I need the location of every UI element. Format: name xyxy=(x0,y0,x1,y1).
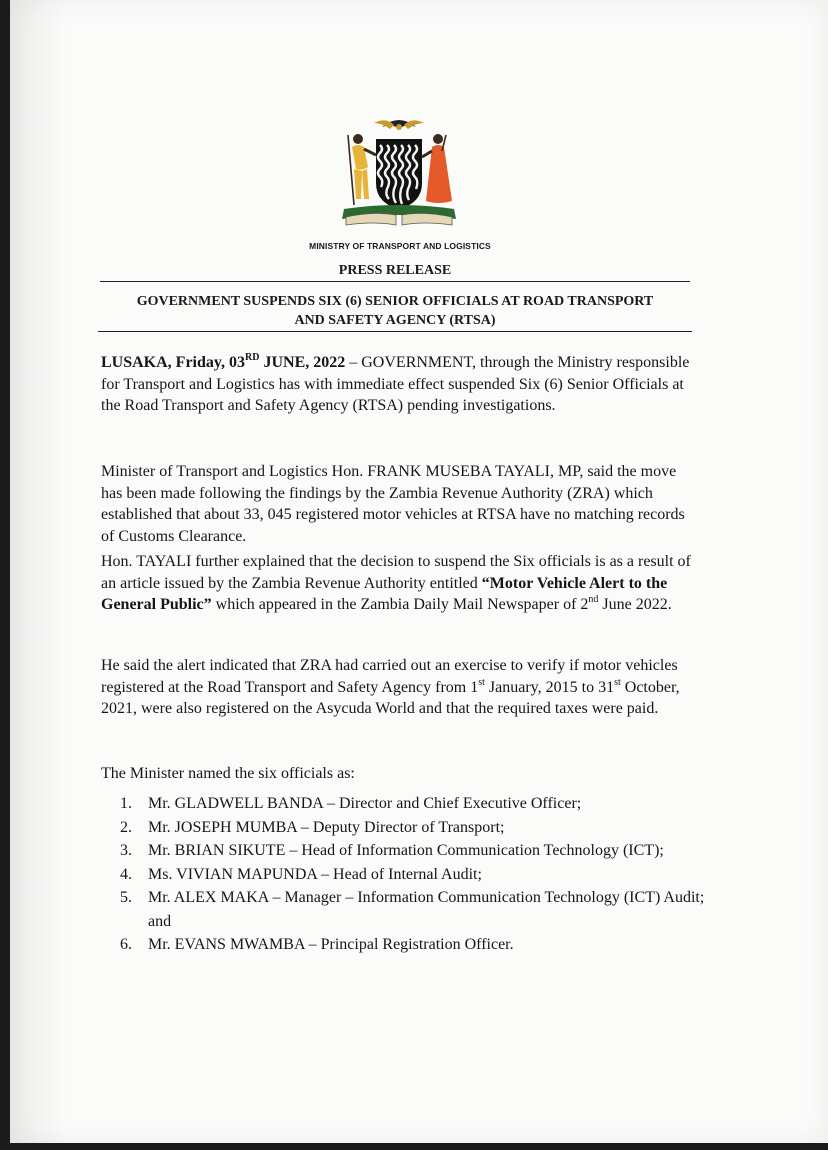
page-shadow xyxy=(10,0,68,1143)
paragraph-3-mid: which appeared in the Zambia Daily Mail Newspaper of 2 xyxy=(211,596,589,613)
list-item-text: Mr. ALEX MAKA – Manager – Information Communication Technology (ICT) Audit; and xyxy=(148,889,705,930)
article-title: “Motor Vehicle Alert to the General Public” xyxy=(101,574,668,613)
list-item xyxy=(120,933,720,957)
paragraph-3-sup: nd xyxy=(588,594,599,605)
list-item xyxy=(120,886,720,933)
dateline-year: JUNE, 2022 xyxy=(259,354,346,371)
paragraph-5: The Minister named the six officials as: xyxy=(101,765,355,782)
left-border xyxy=(0,0,10,1150)
paragraph-4 xyxy=(101,655,701,720)
list-number: 2. xyxy=(120,818,132,836)
bottom-border xyxy=(0,1143,828,1150)
list-number: 3. xyxy=(120,842,132,859)
press-release-label: PRESS RELEASE xyxy=(338,263,452,278)
dateline xyxy=(101,354,345,371)
paragraph-1 xyxy=(101,352,701,417)
press-release-title xyxy=(100,263,690,282)
paragraph-4-mid: January, 2015 to 31 xyxy=(484,678,615,696)
paragraph-1-text: – GOVERNMENT, through the Ministry responsible for Transport and Logistics has with immediate effect suspended Six (6) Senior Officials at the Road Transport and Safety Agency (RTSA) pending investigations. xyxy=(101,354,690,414)
list-number: 1. xyxy=(120,795,132,812)
list-item-text: Mr. BRIAN SIKUTE – Head of Information Communication Technology (ICT); xyxy=(148,842,664,859)
paragraph-2: Minister of Transport and Logistics Hon. FRANK MUSEBA TAYALI, MP, said the move has been made following the findings by the Zambia Revenue Authority (ZRA) which established that about 33, 045 registered motor vehicles at RTSA have no matching records of Customs Clearance. xyxy=(101,463,685,545)
dateline-sup: RD xyxy=(245,352,260,363)
list-item xyxy=(120,839,720,863)
list-item xyxy=(120,816,720,840)
list-number: 4. xyxy=(120,865,132,883)
coat-of-arms-emblem xyxy=(334,105,464,235)
paragraph-4-sup-1: st xyxy=(478,676,485,688)
list-item-text: Mr. EVANS MWAMBA – Principal Registration Officer. xyxy=(148,936,514,953)
list-item-text: Ms. VIVIAN MAPUNDA – Head of Internal Audit; xyxy=(148,865,482,883)
paragraph-4-start: He said the alert indicated that ZRA had carried out an exercise to verify if motor vehicles registered at the Road Transport and Safety Agency from 1 xyxy=(101,657,678,696)
paragraph-4-end: October, 2021, were also registered on the Asycuda World and that the required taxes were paid. xyxy=(101,678,680,717)
list-item xyxy=(120,863,720,887)
dateline-day: LUSAKA, Friday, 03 xyxy=(101,354,246,371)
list-number: 5. xyxy=(120,889,132,906)
headline-line-2: AND SAFETY AGENCY (RTSA) xyxy=(294,313,496,328)
list-item xyxy=(120,792,720,816)
list-item-text: Mr. JOSEPH MUMBA – Deputy Director of Transport; xyxy=(148,818,505,836)
headline xyxy=(98,292,692,332)
headline-line-1: GOVERNMENT SUSPENDS SIX (6) SENIOR OFFICIALS AT ROAD TRANSPORT xyxy=(136,294,654,309)
paragraph-3-start: Hon. TAYALI further explained that the decision to suspend the Six officials is as a result of an article issued by the Zambia Revenue Authority entitled xyxy=(101,553,691,592)
list-item-text: Mr. GLADWELL BANDA – Director and Chief Executive Officer; xyxy=(148,795,582,812)
ministry-name: MINISTRY OF TRANSPORT AND LOGISTICS xyxy=(309,241,491,251)
paragraph-3 xyxy=(101,551,701,616)
paragraph-4-sup-2: st xyxy=(614,676,621,688)
officials-list xyxy=(120,792,720,957)
list-number: 6. xyxy=(120,936,132,953)
paragraph-3-end: June 2022. xyxy=(598,596,672,613)
